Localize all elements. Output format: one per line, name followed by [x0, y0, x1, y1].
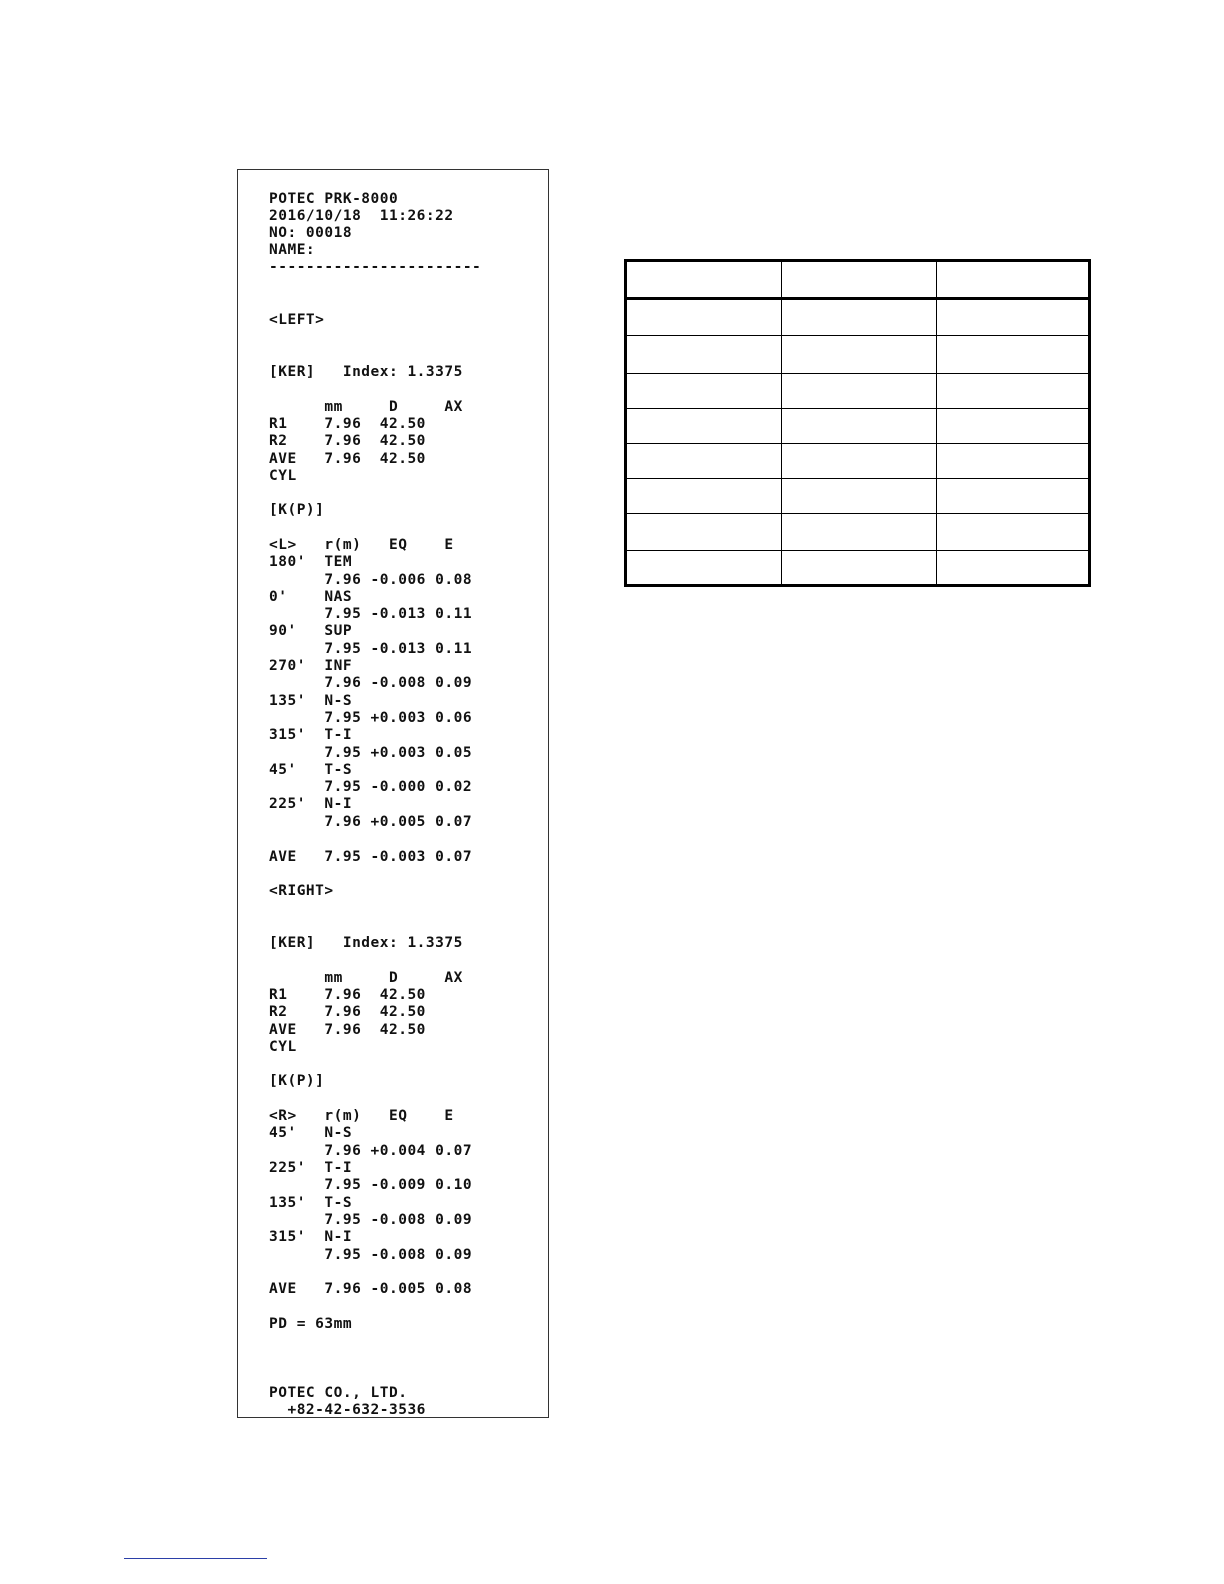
- printout-receipt: [237, 169, 549, 1418]
- receipt-line: CYL: [269, 1039, 297, 1055]
- table-row-divider: [627, 443, 1088, 444]
- receipt-line: [K(P)]: [269, 1073, 325, 1089]
- receipt-line: mm D AX: [269, 399, 463, 415]
- receipt-line: R2 7.96 42.50: [269, 1004, 426, 1020]
- receipt-line: [K(P)]: [269, 502, 325, 518]
- receipt-line: 180' TEM: [269, 554, 353, 570]
- receipt-line: 45' N-S: [269, 1125, 353, 1141]
- receipt-line: 7.96 -0.006 0.08: [269, 572, 473, 588]
- receipt-line: mm D AX: [269, 970, 463, 986]
- receipt-line: 135' T-S: [269, 1195, 353, 1211]
- table-row-divider: [627, 478, 1088, 479]
- table-header-divider: [627, 297, 1088, 300]
- receipt-line: 45' T-S: [269, 762, 353, 778]
- receipt-line: [KER] Index: 1.3375: [269, 935, 463, 951]
- receipt-line: 225' T-I: [269, 1160, 353, 1176]
- receipt-line: 315' N-I: [269, 1229, 353, 1245]
- receipt-line: 7.95 -0.008 0.09: [269, 1212, 473, 1228]
- receipt-line: 270' INF: [269, 658, 353, 674]
- empty-table: [624, 259, 1091, 587]
- section-right: <RIGHT>: [269, 883, 334, 899]
- footnote-separator: [124, 1558, 267, 1559]
- receipt-line: 7.95 +0.003 0.05: [269, 745, 473, 761]
- receipt-line: PD = 63mm: [269, 1316, 353, 1332]
- receipt-line: AVE 7.96 42.50: [269, 1022, 426, 1038]
- receipt-line: 7.95 -0.000 0.02: [269, 779, 473, 795]
- receipt-line: R2 7.96 42.50: [269, 433, 426, 449]
- receipt-separator: -----------------------: [269, 259, 482, 275]
- table-row-divider: [627, 408, 1088, 409]
- receipt-line: 7.96 -0.008 0.09: [269, 675, 473, 691]
- table-row-divider: [627, 373, 1088, 374]
- receipt-line: 7.95 -0.008 0.09: [269, 1247, 473, 1263]
- receipt-line: 7.95 -0.009 0.10: [269, 1177, 473, 1193]
- section-left: <LEFT>: [269, 312, 325, 328]
- receipt-line: AVE 7.96 -0.005 0.08: [269, 1281, 473, 1297]
- table-row-divider: [627, 513, 1088, 514]
- receipt-line: 2016/10/18 11:26:22: [269, 208, 454, 224]
- receipt-line: 0' NAS: [269, 589, 353, 605]
- receipt-line: NO: 00018: [269, 225, 353, 241]
- receipt-line: 7.96 +0.005 0.07: [269, 814, 473, 830]
- table-row-divider: [627, 550, 1088, 551]
- table-column-divider: [936, 262, 937, 584]
- receipt-line: POTEC PRK-8000: [269, 191, 399, 207]
- receipt-line: [KER] Index: 1.3375: [269, 364, 463, 380]
- receipt-line: R1 7.96 42.50: [269, 987, 426, 1003]
- receipt-line: <R> r(m) EQ E: [269, 1108, 454, 1124]
- receipt-line: POTEC CO., LTD.: [269, 1385, 408, 1401]
- receipt-line: AVE 7.95 -0.003 0.07: [269, 849, 473, 865]
- receipt-line: +82-42-632-3536: [269, 1402, 426, 1418]
- receipt-line: 135' N-S: [269, 693, 353, 709]
- receipt-line: AVE 7.96 42.50: [269, 451, 426, 467]
- receipt-line: <L> r(m) EQ E: [269, 537, 454, 553]
- receipt-line: CYL: [269, 468, 297, 484]
- receipt-line: 7.95 -0.013 0.11: [269, 641, 473, 657]
- receipt-line: 7.96 +0.004 0.07: [269, 1143, 473, 1159]
- receipt-line: NAME:: [269, 242, 316, 258]
- receipt-line: 315' T-I: [269, 727, 353, 743]
- receipt-line: 7.95 +0.003 0.06: [269, 710, 473, 726]
- receipt-line: 7.95 -0.013 0.11: [269, 606, 473, 622]
- receipt-line: 225' N-I: [269, 796, 353, 812]
- receipt-line: R1 7.96 42.50: [269, 416, 426, 432]
- table-column-divider: [781, 262, 782, 584]
- receipt-line: 90' SUP: [269, 623, 353, 639]
- table-row-divider: [627, 335, 1088, 336]
